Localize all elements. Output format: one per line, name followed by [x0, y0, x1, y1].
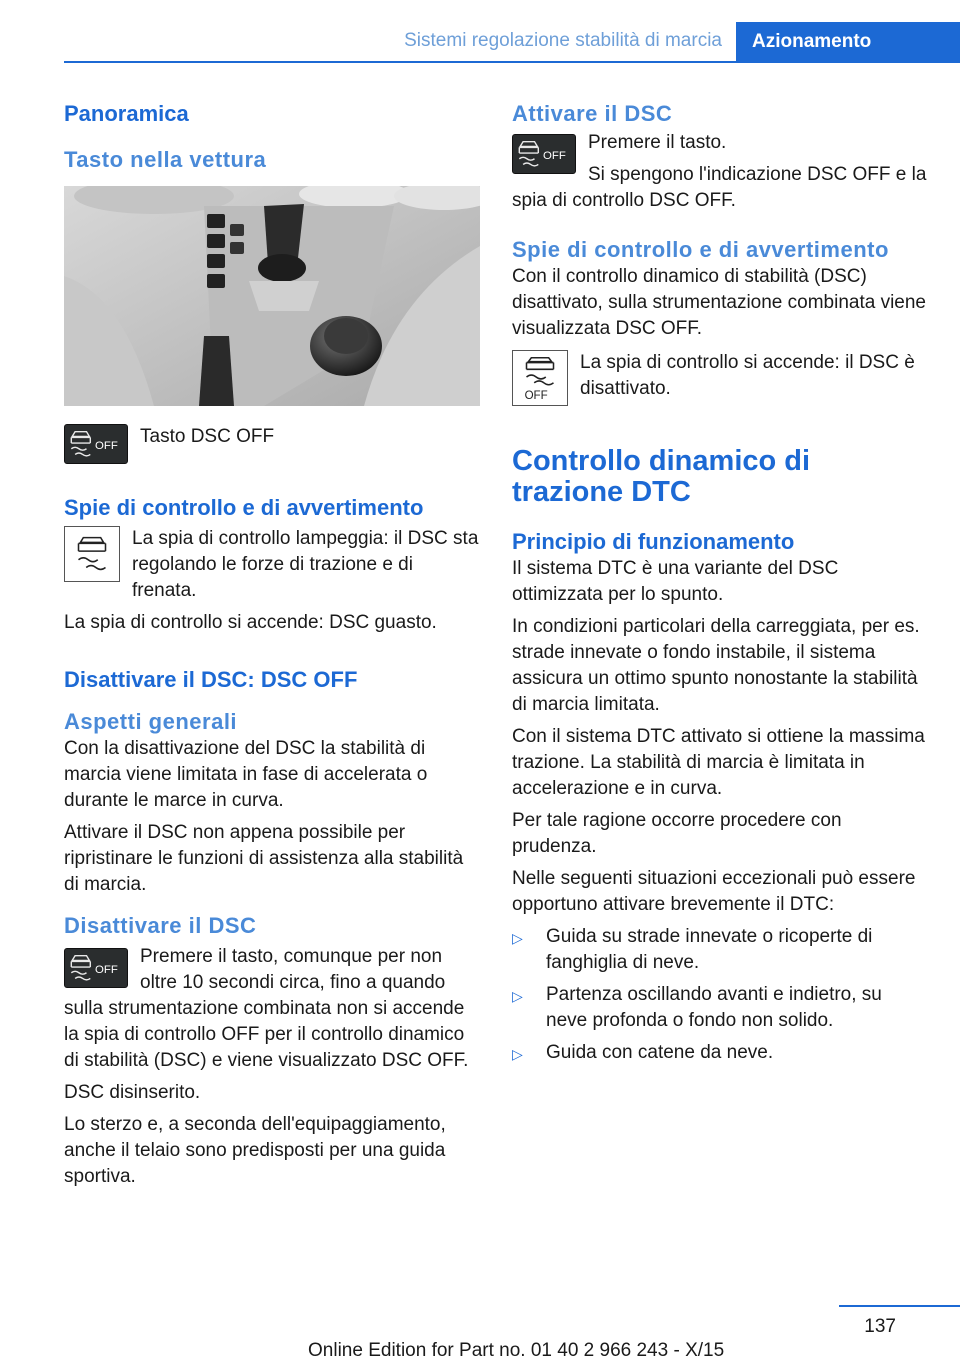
warning-paragraph: Con il controllo dinamico di stabilità (DSC) disattivato, sulla strumentazione combinata viene visualizzata DSC OFF.	[512, 266, 927, 339]
header-section-title: Sistemi regolazione stabilità di marcia	[404, 30, 722, 51]
heading-general-aspects: Aspetti generali	[64, 709, 238, 734]
warning-on-text: La spia di controllo si accende: DSC guasto.	[64, 612, 437, 633]
warning-on-legend	[512, 350, 928, 406]
steering-sport-text: Lo sterzo e, a seconda dell'equipaggiamento, anche il telaio sono predisposti per una guida sportiva.	[64, 1114, 446, 1187]
dsc-disengaged-text: DSC disinserito.	[64, 1082, 201, 1103]
list-item	[512, 1040, 928, 1066]
deactivate-text: Premere il tasto, comunque per non oltre 10 secondi circa, fino a quando sulla strumentazione combinata non si accende la spia di controllo OFF per il controllo dinamico di stabilità (DSC) e viene visualizzato DSC OFF.	[64, 946, 469, 1071]
list-item-text: Partenza oscillando avanti e indietro, su neve profonda o fondo non solido.	[546, 984, 882, 1031]
caption-dsc-off: Tasto DSC OFF	[140, 426, 275, 447]
dsc-off-lamp-icon	[512, 350, 568, 406]
heading-overview: Panoramica	[64, 101, 189, 126]
triangle-bullet-icon: ▷	[512, 988, 523, 1004]
list-item-text: Guida con catene da neve.	[546, 1042, 774, 1063]
edition-footer: Online Edition for Part no. 01 40 2 966 243 - X/15	[308, 1340, 725, 1361]
button-off-text: OFF	[95, 963, 118, 976]
button-off-text: OFF	[543, 149, 566, 162]
heading-deactivate-dsc: Disattivare il DSC	[64, 913, 257, 938]
button-off-text: OFF	[95, 439, 118, 452]
footer-rule	[839, 1305, 960, 1307]
heading-activate-dsc: Attivare il DSC	[512, 101, 673, 126]
page-number: 137	[864, 1316, 896, 1337]
general-paragraph-1: Con la disattivazione del DSC la stabilità di marcia viene limitata in fase di accelerata o durante le marce in curva.	[64, 738, 428, 811]
activate-line-2: Si spengono l'indicazione DSC OFF e la spia di controllo DSC OFF.	[512, 164, 927, 211]
list-item	[512, 924, 928, 976]
dtc-paragraph-5: Nelle seguenti situazioni eccezionali può essere opportuno attivare brevemente il DTC:	[512, 868, 916, 915]
activate-instruction	[512, 130, 928, 214]
dtc-paragraph-4: Per tale ragione occorre procedere con prudenza.	[512, 810, 842, 857]
lamp-off-text: OFF	[524, 390, 548, 403]
dsc-off-button-icon	[64, 948, 128, 988]
header-chapter-tab: Azionamento	[736, 22, 960, 63]
triangle-bullet-icon: ▷	[512, 930, 523, 946]
activate-line-1: Premere il tasto.	[588, 132, 727, 153]
triangle-bullet-icon: ▷	[512, 1046, 523, 1062]
dtc-paragraph-3: Con il sistema DTC attivato si ottiene la massima trazione. La stabilità di marcia è limitata in accelerazione e in curva.	[512, 726, 925, 799]
general-paragraph-2: Attivare il DSC non appena possibile per ripristinare le funzioni di assistenza alla stabilità di marcia.	[64, 822, 464, 895]
dtc-situations-list	[512, 924, 928, 1066]
list-item-text: Guida su strade innevate o ricoperte di fanghiglia di neve.	[546, 926, 873, 973]
warning-blink-legend	[64, 526, 480, 604]
list-item	[512, 982, 928, 1034]
heading-warning-lights-right: Spie di controllo e di avvertimento	[512, 237, 889, 262]
warning-on-text-right: La spia di controllo si accende: il DSC è disattivato.	[580, 352, 915, 399]
dtc-paragraph-1: Il sistema DTC è una variante del DSC ottimizzata per lo spunto.	[512, 558, 839, 605]
right-column	[512, 100, 928, 1072]
heading-warning-lights: Spie di controllo e di avvertimento	[64, 495, 424, 520]
deactivate-instruction	[64, 944, 480, 1074]
heading-deactivate-dsc-off: Disattivare il DSC: DSC OFF	[64, 667, 358, 692]
warning-blink-text: La spia di controllo lampeggia: il DSC sta regolando le forze di trazione e di frenata.	[132, 528, 479, 601]
dsc-off-button-legend	[64, 424, 480, 464]
dsc-off-button-icon	[64, 424, 128, 464]
dsc-warning-lamp-icon	[64, 526, 120, 582]
center-console-photo	[64, 186, 480, 406]
heading-button-in-vehicle: Tasto nella vettura	[64, 147, 267, 172]
left-column	[64, 100, 480, 1190]
heading-dtc: Controllo dinamico di trazione DTC	[512, 445, 811, 508]
dtc-paragraph-2: In condizioni particolari della carreggiata, per es. strade innevate o fondo instabile, il sistema assicura un ottimo spunto nonostante la stabilità di marcia limitata.	[512, 616, 920, 715]
dsc-off-button-icon	[512, 134, 576, 174]
heading-operating-principle: Principio di funzionamento	[512, 529, 795, 554]
